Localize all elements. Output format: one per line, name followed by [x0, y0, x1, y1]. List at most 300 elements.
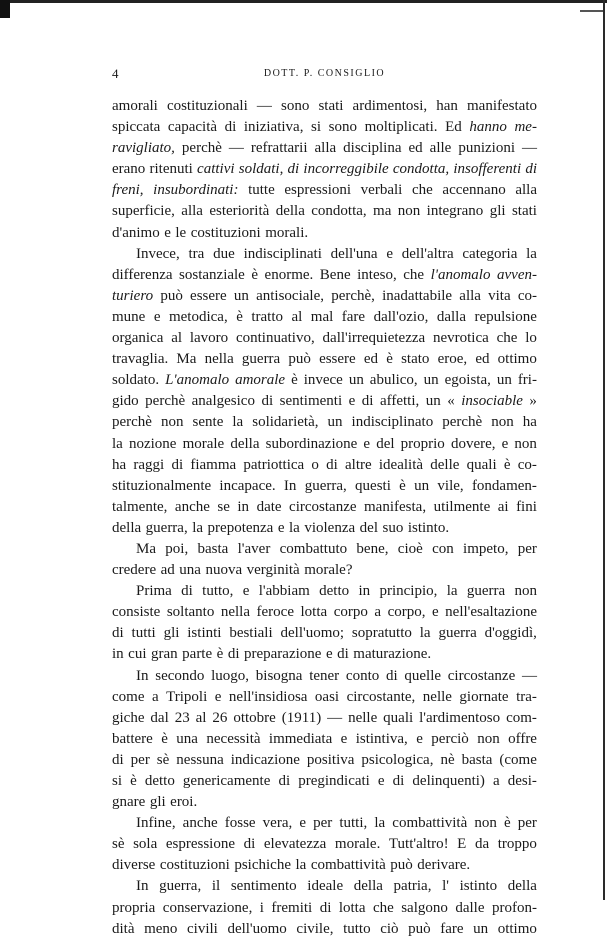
word: incapace. — [219, 477, 276, 494]
word: altre — [345, 456, 372, 473]
text-line — [112, 898, 537, 919]
text-line — [112, 644, 537, 665]
word: per — [130, 751, 150, 768]
word: anche — [174, 498, 210, 515]
word: circostanze — [447, 667, 516, 684]
word: espressioni — [284, 182, 352, 199]
word: detto — [319, 583, 350, 600]
word: solidarietà, — [252, 414, 319, 431]
word: repulsione — [474, 308, 537, 325]
word: insofferenti — [453, 161, 522, 178]
word: turiero — [112, 287, 154, 304]
word: eroe, — [437, 351, 468, 368]
word: d'oggidì, — [484, 625, 537, 642]
text-line — [112, 412, 537, 433]
text-line — [112, 687, 537, 708]
word: principio, — [379, 583, 438, 600]
word: iniziativa, — [243, 119, 304, 136]
body-text — [112, 96, 537, 940]
word: tener — [309, 667, 340, 684]
word: di — [392, 773, 405, 789]
word: stati — [318, 98, 344, 114]
word: perchè — [181, 140, 222, 157]
word: ciò — [380, 920, 399, 937]
text-line — [112, 244, 537, 265]
word: incorreggibile — [303, 161, 389, 178]
word: quali — [466, 456, 497, 473]
word: Invece, — [136, 245, 180, 262]
word: cattivi — [197, 161, 235, 178]
word: sentimento — [230, 878, 297, 895]
word: alla — [314, 140, 337, 157]
word: 26 — [212, 709, 228, 726]
word: psicologica, — [361, 751, 434, 768]
running-head — [112, 64, 537, 84]
word: parte — [182, 646, 213, 663]
word: un — [425, 393, 441, 410]
word: e — [348, 393, 356, 410]
word: combattività — [310, 857, 386, 874]
word: perchè, — [331, 287, 375, 304]
word: indicazione — [230, 751, 300, 768]
word: e — [153, 308, 161, 325]
word: pregindicati — [298, 773, 370, 789]
word: patriottica — [243, 456, 305, 473]
word: di — [385, 667, 398, 684]
word: è — [399, 477, 406, 494]
text-line — [112, 919, 537, 940]
text-line — [112, 349, 537, 370]
word: tutti, — [339, 815, 368, 832]
word: di — [319, 899, 332, 916]
word: nell'esaltazione — [445, 604, 537, 621]
text-line — [112, 96, 537, 117]
word: di — [326, 456, 338, 473]
word: date — [256, 498, 282, 515]
word: che — [403, 266, 425, 283]
word: patria, — [393, 878, 432, 895]
word: per — [313, 815, 333, 832]
word: tutto, — [202, 583, 234, 600]
word: un — [496, 372, 512, 389]
word: (1911) — [281, 709, 322, 726]
word: a — [492, 773, 500, 789]
word: non — [491, 414, 514, 431]
word: alla — [181, 203, 203, 220]
word: l'anomalo — [430, 266, 491, 283]
text-line — [112, 265, 537, 286]
word: per — [517, 815, 537, 832]
word: gli — [163, 625, 180, 642]
word: nell'insidiosa — [228, 688, 308, 705]
word: sono — [328, 119, 357, 136]
word: può — [160, 287, 183, 304]
word: e — [214, 688, 222, 705]
word: alla — [515, 182, 537, 199]
word: dall'irrequietezza — [322, 330, 426, 347]
word: può — [288, 351, 311, 368]
scan-edge-left — [0, 0, 10, 18]
word: dell'altra — [401, 245, 454, 262]
scan-edge-top — [10, 0, 607, 3]
word: nuova — [205, 562, 243, 579]
word: tutto — [343, 920, 371, 937]
word: fiamma — [190, 456, 237, 473]
word: di — [112, 751, 124, 768]
word: a — [374, 604, 382, 621]
word: tutte — [248, 182, 275, 199]
word: gnare — [112, 794, 146, 811]
text-line — [112, 750, 537, 771]
word: tutti — [131, 625, 156, 642]
word: manifestato — [467, 98, 537, 114]
word: ottobre — [233, 709, 276, 726]
word: ritenuti — [149, 161, 193, 178]
word: In — [136, 878, 149, 895]
word: di — [181, 583, 193, 600]
word: di — [227, 646, 240, 663]
page-number: 4 — [112, 66, 119, 81]
word: manifesta, — [364, 498, 427, 515]
word: la — [446, 583, 458, 600]
word: un — [348, 372, 364, 389]
text-line — [112, 581, 537, 602]
word: ed — [408, 140, 423, 157]
text-line — [112, 370, 537, 391]
word: fini — [516, 498, 537, 515]
word: prepotenza — [207, 519, 274, 536]
word: ideale — [307, 878, 344, 895]
word: le — [175, 224, 187, 241]
word: co- — [517, 456, 537, 473]
word: delle — [430, 456, 460, 473]
word: giornate — [459, 688, 509, 705]
word: di — [361, 393, 374, 410]
word: positiva — [306, 751, 355, 768]
word: l'ardimentoso — [419, 709, 501, 726]
word: nelle — [422, 688, 452, 705]
word: sente — [192, 414, 224, 431]
word: accennano — [442, 182, 506, 199]
word: eroi. — [170, 794, 198, 811]
text-line — [112, 434, 537, 455]
word: offre — [508, 730, 537, 747]
word: sono — [280, 98, 310, 114]
word: freni, — [112, 182, 144, 199]
word: necessità — [206, 730, 261, 747]
word: — — [327, 709, 343, 726]
word: nozione — [128, 435, 177, 452]
word: e — [386, 245, 393, 262]
word: a — [151, 688, 159, 705]
header-title: DOTT. P. CONSIGLIO — [263, 68, 386, 79]
text-line — [112, 539, 537, 560]
text-line — [112, 328, 537, 349]
word: di — [171, 456, 184, 473]
word: che — [372, 899, 394, 916]
word: dalle — [455, 899, 485, 916]
word: co- — [517, 287, 537, 304]
word: civili — [187, 920, 218, 937]
word: esteriorità — [209, 203, 270, 220]
word: fri- — [517, 372, 537, 389]
word: è — [216, 646, 224, 663]
word: di — [243, 836, 256, 853]
word: è — [161, 730, 168, 747]
text-line — [112, 729, 537, 750]
word: sopratutto — [351, 625, 412, 642]
text-line — [112, 307, 537, 328]
text-line — [112, 602, 537, 623]
word: la — [232, 414, 244, 431]
word: della — [507, 878, 537, 895]
word: guerra — [466, 583, 506, 600]
word: perchè — [442, 414, 483, 431]
word: stato — [401, 351, 430, 368]
word: del — [376, 435, 395, 452]
word: hanno — [469, 119, 507, 136]
word: genericamente — [182, 773, 271, 789]
word: sostanziale — [179, 266, 245, 283]
word: — — [522, 140, 537, 157]
word: meno — [144, 920, 178, 937]
word: ha — [112, 456, 127, 473]
word: sè — [112, 836, 125, 853]
word: impeto, — [463, 540, 509, 557]
word: anche — [182, 815, 218, 832]
word: soldato. — [112, 372, 160, 389]
text-line — [112, 455, 537, 476]
word: l'aver — [237, 540, 271, 557]
word: i — [259, 899, 264, 916]
word: fare — [440, 920, 464, 937]
word: ed — [475, 351, 490, 368]
scan-edge-mark — [580, 10, 603, 12]
word: circostante, — [346, 688, 416, 705]
word: costituzioni — [159, 857, 230, 874]
word: di — [224, 119, 237, 136]
word: nelle — [348, 709, 378, 726]
word: idealità — [378, 456, 424, 473]
word: enorme. — [264, 266, 314, 283]
word: non — [477, 730, 500, 747]
word: morali. — [265, 224, 309, 241]
word: capacità — [167, 119, 218, 136]
word: l' — [442, 878, 449, 895]
word: bene, — [356, 540, 389, 557]
word: non — [474, 815, 497, 832]
word: della — [275, 203, 305, 220]
word: di — [337, 646, 349, 663]
word: è — [251, 266, 259, 283]
word: profon- — [491, 899, 537, 916]
word: delinquenti) — [412, 773, 485, 789]
text-line — [112, 834, 537, 855]
word: battere — [112, 730, 153, 747]
word: e — [501, 435, 509, 452]
text-line — [112, 666, 537, 687]
word: sentimenti — [279, 393, 343, 410]
word: bisogna — [255, 667, 303, 684]
word: fremiti — [271, 899, 313, 916]
word: in — [358, 583, 371, 600]
word: moltiplicati. — [364, 119, 438, 136]
word: e — [416, 730, 423, 747]
word: troppo — [497, 836, 537, 853]
word: Ed — [445, 119, 462, 136]
word: invece — [303, 372, 343, 389]
word: la — [192, 519, 204, 536]
text-line — [112, 201, 537, 222]
word: ha — [522, 414, 537, 431]
word: un — [473, 920, 489, 937]
word: gli — [489, 203, 506, 220]
word: soltanto — [166, 604, 215, 621]
word: affetti, — [379, 393, 420, 410]
word: ravigliato, — [112, 140, 175, 157]
word: differenza — [112, 266, 173, 283]
word: guerra — [438, 625, 477, 642]
word: credere — [112, 562, 157, 579]
word: ed — [363, 351, 379, 368]
word: la — [295, 857, 307, 874]
word: perciò — [431, 730, 469, 747]
word: suo — [382, 519, 404, 536]
word: propria — [112, 899, 156, 916]
text-line — [112, 518, 537, 539]
word: analgesico — [191, 393, 255, 410]
word: nella — [220, 604, 251, 621]
word: essere — [190, 287, 227, 304]
word: condotta, — [392, 161, 450, 178]
word: guerra — [241, 351, 281, 368]
word: ardimentosi, — [352, 98, 428, 114]
word: refrattarii — [250, 140, 308, 157]
word: verbali — [360, 182, 403, 199]
word: è — [236, 308, 243, 325]
word: una — [179, 562, 201, 579]
word: lavoro — [189, 330, 229, 347]
word: l'abbiam — [258, 583, 310, 600]
word: ma — [373, 203, 392, 220]
word: Infine, — [136, 815, 176, 832]
word: metodica, — [168, 308, 228, 325]
word: fare — [341, 308, 366, 325]
word: lotta — [338, 899, 366, 916]
word: lotta — [300, 604, 328, 621]
word: nella — [204, 351, 234, 368]
word: dità — [112, 920, 135, 937]
word: e — [325, 646, 333, 663]
word: insociable — [461, 393, 523, 410]
word: costituzioni — [190, 224, 261, 241]
word: corpo — [333, 604, 368, 621]
text-line — [112, 180, 537, 201]
word: insubordinati: — [153, 182, 239, 199]
text-line — [112, 138, 537, 159]
word: nè — [440, 751, 455, 768]
text-line — [112, 560, 537, 581]
word: un — [414, 477, 430, 494]
word: dall'ozio, — [373, 308, 429, 325]
word: raggi — [133, 456, 165, 473]
word: costituzionali — [166, 98, 248, 114]
word: istinti — [187, 625, 222, 642]
word: di — [278, 773, 291, 789]
word: indisciplinati — [243, 245, 322, 262]
word: come — [112, 688, 145, 705]
word: avven- — [497, 266, 537, 283]
text-line — [112, 792, 537, 813]
word: conto — [345, 667, 380, 684]
word: superficie, — [112, 203, 175, 220]
word: dovere, — [450, 435, 496, 452]
word: che — [496, 330, 518, 347]
word: al — [195, 709, 207, 726]
word: basta — [197, 540, 229, 557]
word: condotta, — [311, 203, 367, 220]
word: d'animo — [112, 224, 160, 241]
word: desi- — [507, 773, 537, 789]
word: — — [521, 667, 537, 684]
word: della — [112, 519, 142, 536]
word: il — [211, 878, 221, 895]
word: talmente, — [112, 498, 168, 515]
word: può — [390, 857, 413, 874]
word: continuativo, — [235, 330, 315, 347]
word: ottimo — [497, 920, 537, 937]
word: Prima — [136, 583, 172, 600]
word: integrano — [426, 203, 484, 220]
word: categoria — [462, 245, 518, 262]
word: egoista, — [444, 372, 491, 389]
word: poi, — [165, 540, 189, 557]
word: nevrotica — [432, 330, 489, 347]
word: sè — [156, 751, 170, 768]
word: salgono — [401, 899, 448, 916]
word: è — [291, 372, 298, 389]
word: una — [176, 730, 198, 747]
word: indisciplinato — [351, 414, 434, 431]
word: 23 — [174, 709, 190, 726]
word: che — [411, 182, 433, 199]
word: al — [291, 308, 303, 325]
word: (come — [499, 751, 537, 768]
word: luogo, — [211, 667, 250, 684]
word: perchè — [145, 393, 186, 410]
word: dell'uomo — [227, 920, 287, 937]
word: e — [340, 730, 348, 747]
word: dell'uomo; — [280, 625, 345, 642]
word: L'anomalo — [165, 372, 230, 389]
word: vita — [488, 287, 511, 304]
word: non — [514, 435, 537, 452]
word: gran — [151, 646, 178, 663]
word: Ma — [136, 540, 156, 557]
word: istinto — [459, 878, 498, 895]
word: consiste — [112, 604, 161, 621]
word: stati — [511, 203, 537, 220]
word: immediata — [268, 730, 333, 747]
text-line — [112, 855, 537, 876]
word: morale. — [334, 836, 381, 853]
word: utilmente — [433, 498, 491, 515]
word: mal — [310, 308, 334, 325]
text-line — [112, 286, 537, 307]
word: la — [526, 245, 537, 262]
word: tratto — [251, 308, 283, 325]
word: proprio — [400, 435, 445, 452]
